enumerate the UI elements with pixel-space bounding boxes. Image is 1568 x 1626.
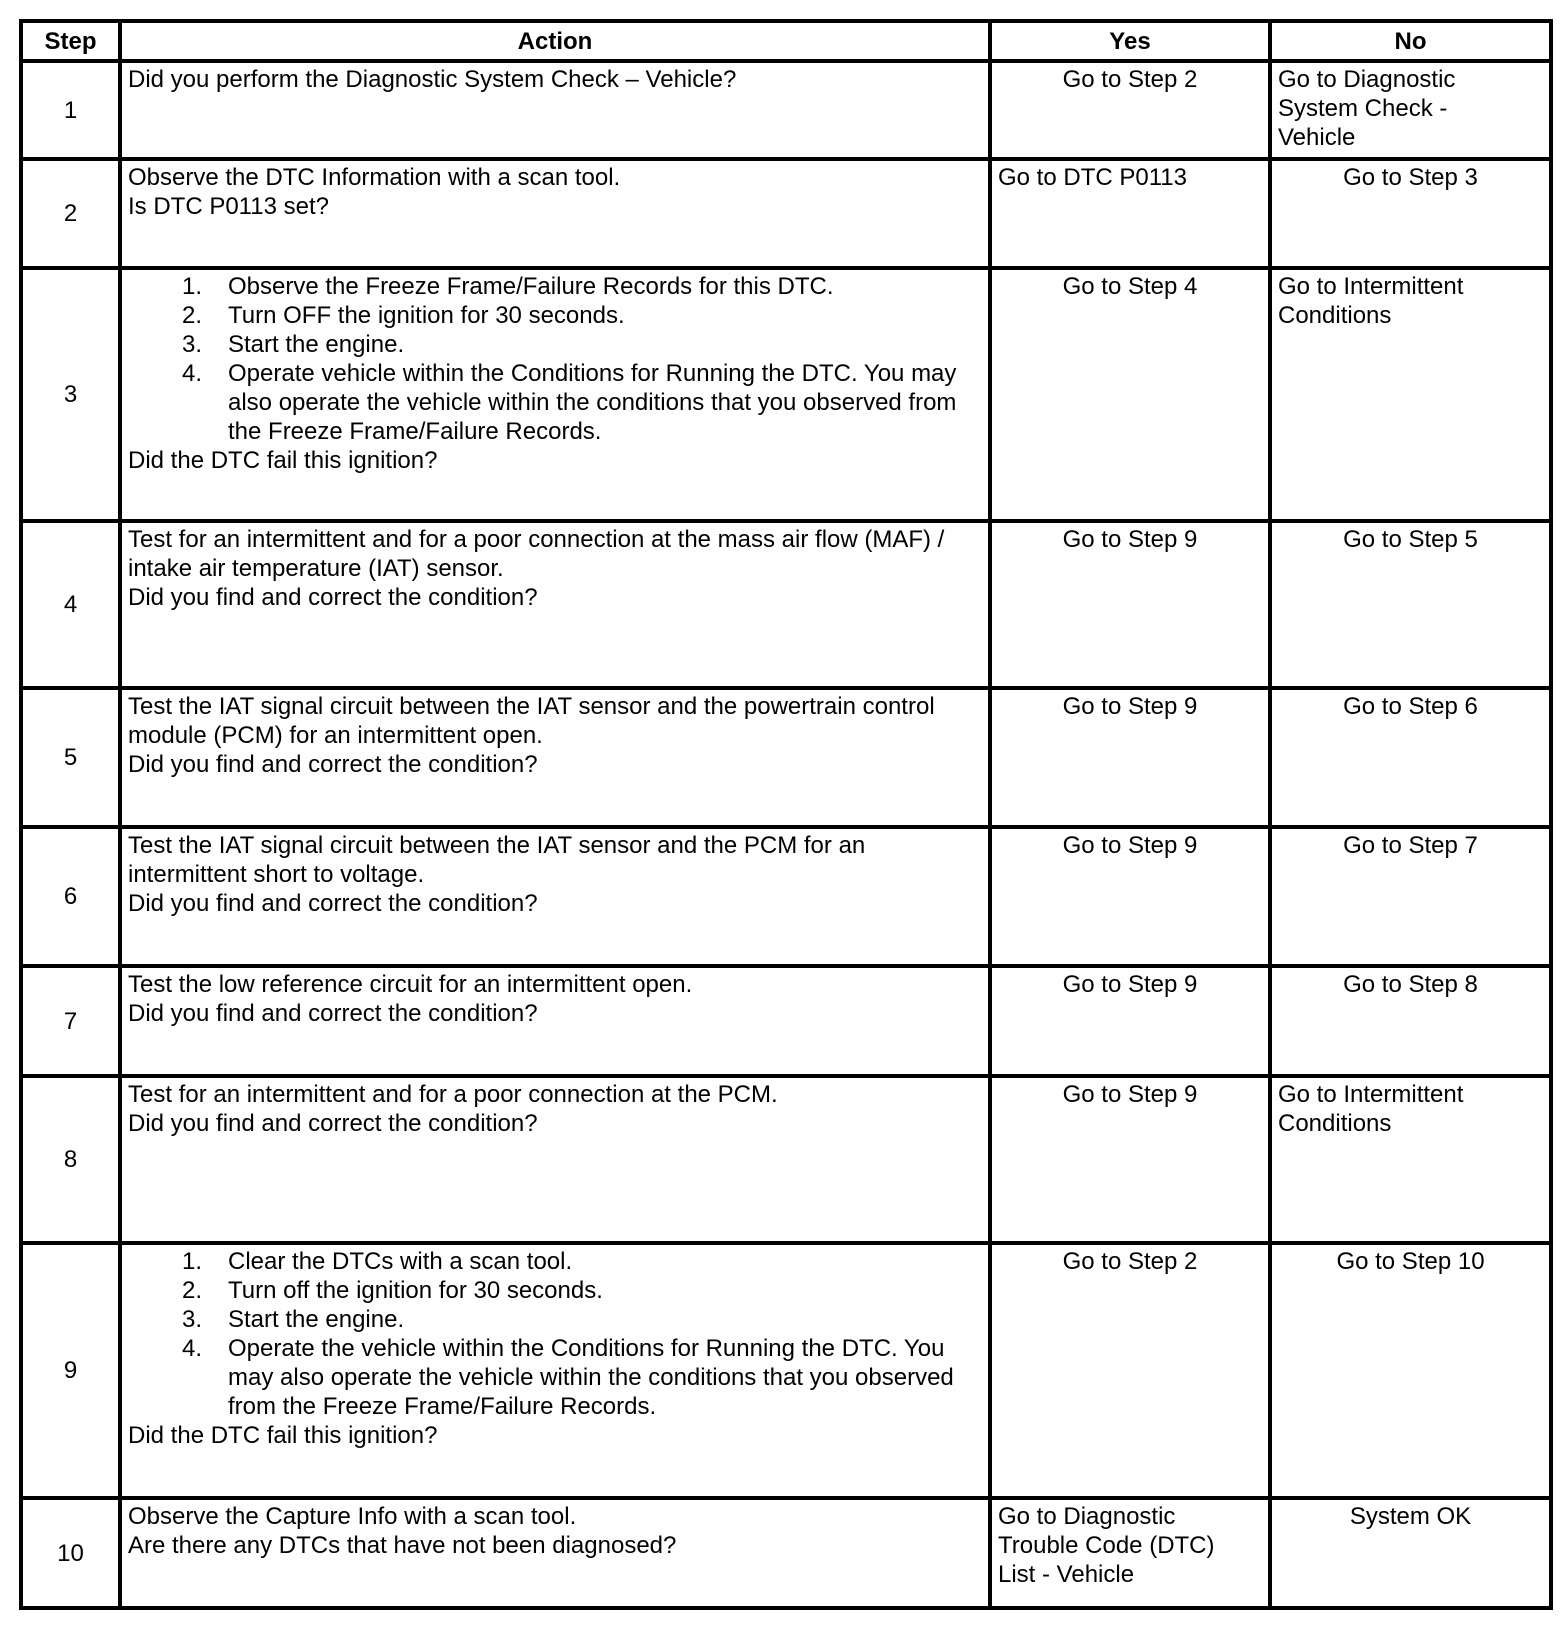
step-number: 7	[21, 966, 120, 1076]
yes-text: Go to Step 9	[1062, 526, 1198, 553]
header-yes: Yes	[990, 21, 1270, 61]
yes-text: Go to Diagnostic Trouble Code (DTC) List - Vehicle	[998, 1503, 1215, 1588]
action-text: Test for an intermittent and for a poor connection at the PCM.	[128, 1081, 778, 1108]
action-text: Observe the Capture Info with a scan tool.	[128, 1503, 577, 1530]
table-row	[21, 966, 1551, 1076]
no-text: Go to Intermittent Conditions	[1278, 273, 1464, 329]
no-text: Go to Step 5	[1343, 526, 1478, 553]
action-list	[128, 272, 982, 446]
action-text: Did you perform the Diagnostic System Check – Vehicle?	[128, 66, 737, 93]
table-row	[21, 61, 1551, 159]
no-text: Go to Step 7	[1343, 832, 1478, 859]
step-number: 10	[21, 1498, 120, 1608]
action-question: Is DTC P0113 set?	[128, 193, 329, 220]
action-question: Did the DTC fail this ignition?	[128, 1422, 438, 1449]
yes-text: Go to Step 9	[1062, 1081, 1198, 1108]
no-text: Go to Step 6	[1343, 693, 1478, 720]
list-item: 2. Turn off the ignition for 30 seconds.	[182, 1277, 603, 1304]
step-number: 2	[21, 159, 120, 268]
action-cell	[120, 521, 990, 688]
yes-cell	[990, 1076, 1270, 1243]
action-question: Did the DTC fail this ignition?	[128, 447, 438, 474]
list-item: 4. Operate the vehicle within the Conditions for Running the DTC. You may also operate the vehicle within the conditions that you observed from the Freeze Frame/Failure Records.	[182, 1335, 954, 1420]
table-row	[21, 688, 1551, 827]
no-text: Go to Intermittent Conditions	[1278, 1081, 1464, 1137]
header-action: Action	[120, 21, 990, 61]
yes-text: Go to Step 9	[1062, 693, 1198, 720]
yes-cell	[990, 521, 1270, 688]
no-cell	[1270, 688, 1551, 827]
yes-cell	[990, 688, 1270, 827]
no-cell	[1270, 268, 1551, 521]
no-cell	[1270, 1076, 1551, 1243]
action-question: Did you find and correct the condition?	[128, 890, 538, 917]
action-cell	[120, 159, 990, 268]
list-item: 1. Clear the DTCs with a scan tool.	[182, 1248, 573, 1275]
step-number: 8	[21, 1076, 120, 1243]
no-text: Go to Step 10	[1336, 1248, 1485, 1275]
table-row	[21, 1243, 1551, 1498]
step-number: 1	[21, 61, 120, 159]
action-cell	[120, 1076, 990, 1243]
list-item: 3. Start the engine.	[182, 331, 405, 358]
no-cell	[1270, 61, 1551, 159]
action-question: Are there any DTCs that have not been diagnosed?	[128, 1532, 677, 1559]
list-item: 2. Turn OFF the ignition for 30 seconds.	[182, 302, 625, 329]
table-row	[21, 1498, 1551, 1608]
yes-cell	[990, 61, 1270, 159]
yes-text: Go to Step 9	[1062, 971, 1198, 998]
action-cell	[120, 827, 990, 966]
action-question: Did you find and correct the condition?	[128, 751, 538, 778]
list-item: 1. Observe the Freeze Frame/Failure Records for this DTC.	[182, 273, 834, 300]
no-text: Go to Step 3	[1343, 164, 1478, 191]
no-text: System OK	[1349, 1503, 1472, 1530]
action-list	[128, 1247, 982, 1421]
yes-cell	[990, 268, 1270, 521]
action-text: Test the low reference circuit for an intermittent open.	[128, 971, 693, 998]
action-text: Test the IAT signal circuit between the IAT sensor and the powertrain control module (PCM) for an intermittent open.	[128, 693, 935, 749]
action-cell	[120, 268, 990, 521]
table-row	[21, 268, 1551, 521]
action-text: Test the IAT signal circuit between the IAT sensor and the PCM for an intermittent short to voltage.	[128, 832, 866, 888]
no-text: Go to Step 8	[1343, 971, 1478, 998]
no-cell	[1270, 1243, 1551, 1498]
header-row	[21, 21, 1551, 61]
yes-text: Go to Step 2	[1062, 1248, 1198, 1275]
action-question: Did you find and correct the condition?	[128, 1000, 538, 1027]
yes-cell	[990, 966, 1270, 1076]
action-cell	[120, 1498, 990, 1608]
no-text: Go to Diagnostic System Check - Vehicle	[1278, 66, 1456, 151]
table-row	[21, 521, 1551, 688]
action-text: Test for an intermittent and for a poor connection at the mass air flow (MAF) / intake air temperature (IAT) sensor.	[128, 526, 945, 582]
table-row	[21, 1076, 1551, 1243]
yes-text: Go to Step 4	[1062, 273, 1198, 300]
header-step: Step	[21, 21, 120, 61]
action-cell	[120, 688, 990, 827]
yes-cell	[990, 159, 1270, 268]
yes-text: Go to DTC P0113	[998, 164, 1187, 191]
step-number: 4	[21, 521, 120, 688]
step-number: 5	[21, 688, 120, 827]
action-question: Did you find and correct the condition?	[128, 584, 538, 611]
no-cell	[1270, 966, 1551, 1076]
no-cell	[1270, 159, 1551, 268]
step-number: 6	[21, 827, 120, 966]
header-no: No	[1270, 21, 1551, 61]
list-item: 3. Start the engine.	[182, 1306, 405, 1333]
yes-text: Go to Step 9	[1062, 832, 1198, 859]
table-row	[21, 827, 1551, 966]
action-cell	[120, 1243, 990, 1498]
yes-cell	[990, 1498, 1270, 1608]
step-number: 3	[21, 268, 120, 521]
action-text: Observe the DTC Information with a scan tool.	[128, 164, 621, 191]
no-cell	[1270, 827, 1551, 966]
step-number: 9	[21, 1243, 120, 1498]
action-cell	[120, 966, 990, 1076]
list-item: 4. Operate vehicle within the Conditions for Running the DTC. You may also operate the vehicle within the conditions that you observed from the Freeze Frame/Failure Records.	[182, 360, 957, 445]
no-cell	[1270, 521, 1551, 688]
diagnostic-table	[19, 19, 1553, 1610]
yes-text: Go to Step 2	[1062, 66, 1198, 93]
action-cell	[120, 61, 990, 159]
yes-cell	[990, 827, 1270, 966]
table-row	[21, 159, 1551, 268]
action-question: Did you find and correct the condition?	[128, 1110, 538, 1137]
no-cell	[1270, 1498, 1551, 1608]
yes-cell	[990, 1243, 1270, 1498]
